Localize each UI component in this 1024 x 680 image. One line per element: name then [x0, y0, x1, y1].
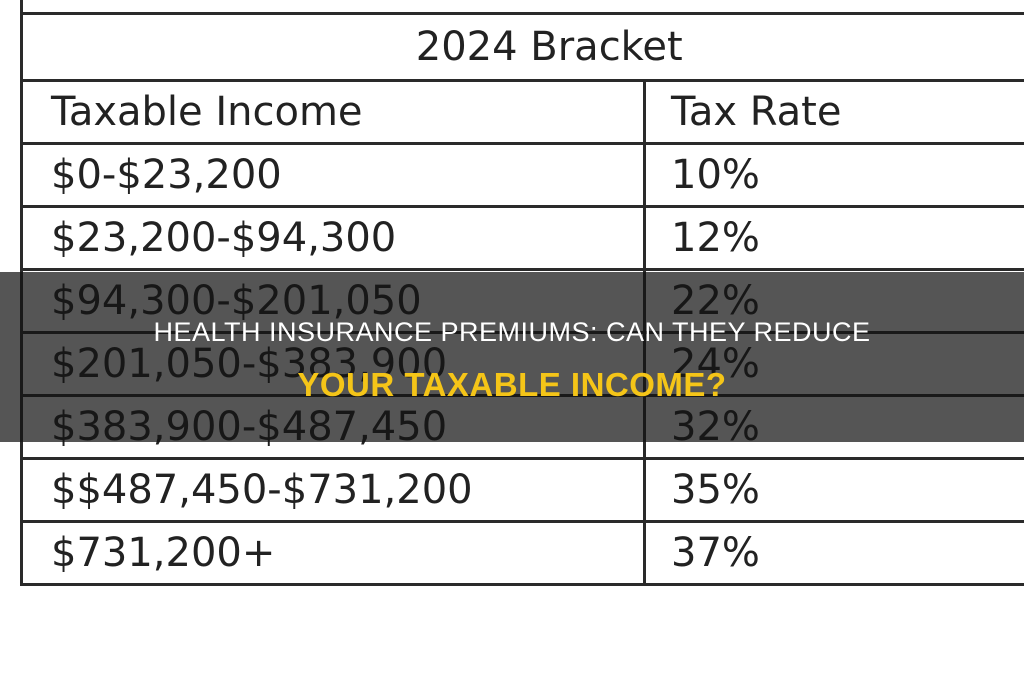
banner-title-line-2: YOUR TAXABLE INCOME?	[297, 366, 727, 403]
table-title-row	[22, 14, 1024, 81]
income-cell: $23,200-$94,300	[22, 207, 645, 270]
rate-cell: 10%	[645, 144, 1024, 207]
income-cell: $731,200+	[22, 522, 645, 585]
table-top-stub-left	[22, 0, 645, 14]
column-header-income: Taxable Income	[22, 81, 645, 144]
title-banner	[0, 272, 1024, 442]
column-header-rate: Tax Rate	[645, 81, 1024, 144]
banner-title-line-1: HEALTH INSURANCE PREMIUMS: CAN THEY REDUCE	[153, 317, 871, 347]
rate-cell: 35%	[645, 459, 1024, 522]
table-row	[22, 459, 1024, 522]
table-top-stub-right	[645, 0, 1024, 14]
table-title: 2024 Bracket	[22, 14, 1024, 81]
table-row	[22, 207, 1024, 270]
table-header-row	[22, 81, 1024, 144]
table-row	[22, 522, 1024, 585]
table-top-stub	[22, 0, 1024, 14]
table-row	[22, 144, 1024, 207]
income-cell: $0-$23,200	[22, 144, 645, 207]
income-cell: $$487,450-$731,200	[22, 459, 645, 522]
rate-cell: 37%	[645, 522, 1024, 585]
rate-cell: 12%	[645, 207, 1024, 270]
